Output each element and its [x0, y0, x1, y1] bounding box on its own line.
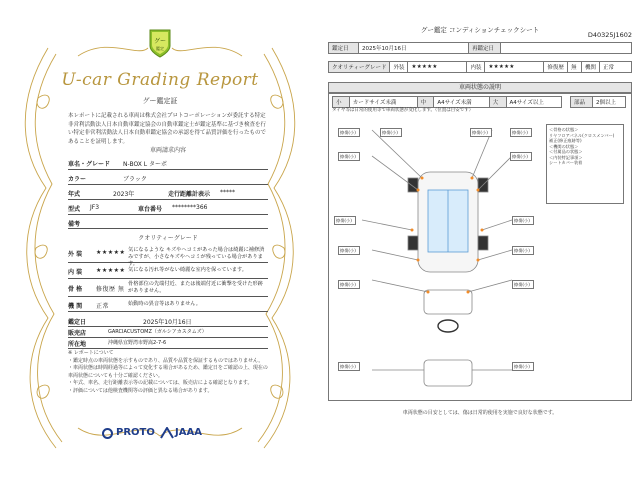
- row-vehicle-name: [68, 156, 268, 170]
- quality-grade-label: クオリティーグレード: [329, 62, 390, 73]
- note-line: 補正(修正痕跡等): [549, 138, 582, 143]
- year-value: 2023年: [113, 191, 135, 198]
- legend-note: タイヤ等は日常的使用等で車両状態が変化します。（位置は目安です）: [332, 108, 474, 113]
- damage-callout: 擦傷(小): [380, 128, 402, 137]
- repair-history-value: 無: [567, 62, 581, 73]
- inspection-date-value: 2025年10月16日: [359, 43, 469, 54]
- damage-size-legend: [332, 96, 562, 108]
- parts-label: 部品: [571, 97, 593, 108]
- svg-text:鑑定: 鑑定: [156, 46, 164, 51]
- exterior-stars: ★★★★★: [408, 62, 467, 73]
- row-year-odometer: [68, 186, 268, 200]
- row-address: [68, 338, 268, 349]
- row-inspection-date: [68, 316, 268, 327]
- quality-grade-table: [328, 61, 632, 73]
- grade-stars: ★★★★★: [96, 249, 126, 256]
- remarks-label: 備考: [68, 221, 81, 228]
- damage-callout: 擦傷(小): [512, 362, 534, 371]
- notes-heading: ※ レポートについて: [68, 350, 114, 356]
- size-medium-value: A4サイズ未満: [434, 97, 489, 108]
- year-label: 年式: [68, 191, 81, 198]
- damage-callout: 擦傷(小): [510, 128, 532, 137]
- size-small-value: カードサイズ未満: [349, 97, 417, 108]
- vehicle-name-value: N-BOX L ターボ: [123, 161, 168, 168]
- damage-callout: 擦傷(小): [338, 128, 360, 137]
- note-line: ＜内装特記事項＞: [549, 154, 583, 160]
- vehicle-section-heading: 車両請求内容: [149, 147, 186, 154]
- dealer-label: 販売店: [68, 330, 87, 337]
- note-line: リヤフロアパネル(クロスメンバー): [549, 132, 615, 138]
- report-title: U-car Grading Report: [61, 70, 259, 90]
- damage-callout: 擦傷(小): [512, 280, 534, 289]
- repair-history-label: 修復歴: [544, 62, 568, 73]
- grade-row-engine: [68, 297, 268, 312]
- grade-label: 機 関: [68, 303, 83, 310]
- note-line: シートカバー装着: [549, 160, 583, 165]
- chassis-label: 車台番号: [138, 206, 163, 213]
- note-item: ・鑑定時点の車両状態を示すものであり、品質や品質を保証するものではありません。: [68, 357, 264, 364]
- sheet-title: グー鑑定 コンディションチェックシート: [420, 26, 540, 34]
- note-line: ＜付属品の状態＞: [549, 149, 583, 154]
- damage-callout: 擦傷(小): [512, 246, 534, 255]
- condition-notes: [546, 124, 624, 204]
- row-remarks: [68, 216, 268, 229]
- chassis-value: ********366: [172, 204, 208, 211]
- grade-description: 骨格部位の先端付近、または後端付近に衝撃を受けた形跡がありません。: [128, 281, 263, 294]
- reinspection-date-label: 再鑑定日: [469, 43, 501, 54]
- note-item: ・評価については他検査機関等の評価と異なる場合があります。: [68, 387, 213, 394]
- damage-callout: 擦傷(小): [470, 128, 492, 137]
- interior-stars: ★★★★★: [485, 62, 544, 73]
- report-notes: [68, 350, 268, 395]
- row-model-chassis: [68, 201, 268, 215]
- note-line: ＜機関の状態＞: [549, 143, 579, 149]
- damage-callout: 擦傷(小): [338, 246, 360, 255]
- engine-label: 機関: [581, 62, 599, 73]
- grade-description: 気になる汚れ等がない綺麗な室内を保っています。: [128, 267, 247, 273]
- grade-label: 骨 格: [68, 286, 83, 293]
- date-table: [328, 42, 632, 54]
- model-label: 型式: [68, 206, 81, 213]
- address-value: 沖縄県宜野湾市野嵩2-7-6: [108, 340, 167, 346]
- row-color: [68, 171, 268, 185]
- row-dealer: [68, 327, 268, 338]
- color-value: ブラック: [123, 176, 147, 183]
- parts-legend: [570, 96, 626, 108]
- jaaa-logo-icon: [160, 427, 174, 439]
- grade-label: 内 装: [68, 269, 83, 276]
- grade-label: 外 装: [68, 251, 83, 258]
- reinspection-date-value: [501, 43, 632, 54]
- odometer-label: 走行距離計表示: [168, 191, 211, 198]
- size-small-label: 小: [333, 97, 350, 108]
- inspection-date-label: 鑑定日: [68, 319, 87, 326]
- size-large-label: 大: [489, 97, 506, 108]
- certificate-intro: 本レポートに記載される車両は株式会社プロトコーポレーションが委託する特定非営利活動法人日本自動車鑑定協会の自動車鑑定士が鑑定基準に基づき検査を行い特定非営利活動法人日本自動車鑑定協会の承認を得て品質評価を行ったものであることを証明します。: [68, 113, 267, 145]
- grade-row-interior: [68, 263, 268, 279]
- grade-row-exterior: [68, 245, 268, 267]
- sheet-code: D40325J1602: [587, 31, 632, 39]
- vehicle-name-label: 車名・グレード: [68, 161, 111, 168]
- size-medium-label: 中: [417, 97, 434, 108]
- jaaa-brand: JAAA: [175, 427, 202, 438]
- quality-grade-heading: クオリティーグレード: [138, 235, 198, 242]
- odometer-value: *****: [220, 189, 235, 196]
- note-item: ・車両状態は時間経過等によって変化する場合があるため、鑑定日をご確認の上、現在の車両状態についても十分ご確認ください。: [68, 365, 268, 379]
- vehicle-condition-heading: 車両状態の説明: [328, 82, 632, 93]
- damage-callout: 擦傷(小): [512, 216, 534, 225]
- sheet-footer-note: 車両状態の目安としては、傷は日常的使用を実施で良好な状態です。: [402, 410, 558, 416]
- svg-text:グー: グー: [153, 38, 167, 45]
- certificate-subtitle: グー鑑定証: [142, 97, 178, 105]
- grade-stars: 修復歴 無: [96, 286, 125, 293]
- interior-label: 内装: [467, 62, 485, 73]
- proto-logo-icon: [102, 428, 113, 439]
- dealer-value: GARCIACUSTOMZ（ガルシアカスタムズ）: [108, 329, 207, 335]
- exterior-label: 外装: [390, 62, 408, 73]
- grade-row-frame: [68, 279, 268, 297]
- color-label: カラー: [68, 176, 87, 183]
- goo-appraisal-logo: [148, 28, 172, 58]
- size-large-value: A4サイズ以上: [506, 97, 561, 108]
- inspection-date-value: 2025年10月16日: [143, 319, 192, 326]
- condition-check-sheet: [320, 0, 640, 480]
- damage-callout: 擦傷(小): [338, 152, 360, 161]
- grade-stars: 正常: [96, 303, 110, 310]
- grade-description: 始動時の異音等はありません。: [128, 301, 201, 307]
- damage-callout: 擦傷(小): [334, 216, 356, 225]
- engine-value: 正常: [599, 62, 631, 73]
- note-item: ・年式、車名、走行距離表示等の記載については、販売店による確認となります。: [68, 380, 253, 386]
- car-diagram: [332, 120, 544, 400]
- address-label: 所在地: [68, 341, 87, 348]
- note-line: ＜骨格の状態＞: [549, 127, 579, 132]
- damage-callout: 擦傷(小): [338, 280, 360, 289]
- damage-callout: 擦傷(小): [338, 362, 360, 371]
- damage-callout: 擦傷(小): [510, 152, 532, 161]
- grade-description: 気になるような キズやヘコミがあった場合は綺麗に補修済みですが、小さなキズやヘコミが残っている場合があります。: [128, 247, 265, 267]
- model-value: JF3: [90, 204, 100, 211]
- parts-value: 2個以上: [593, 97, 626, 108]
- inspection-date-label: 鑑定日: [329, 43, 359, 54]
- grade-stars: ★★★★★: [96, 267, 126, 274]
- proto-brand: PROTO: [116, 427, 155, 438]
